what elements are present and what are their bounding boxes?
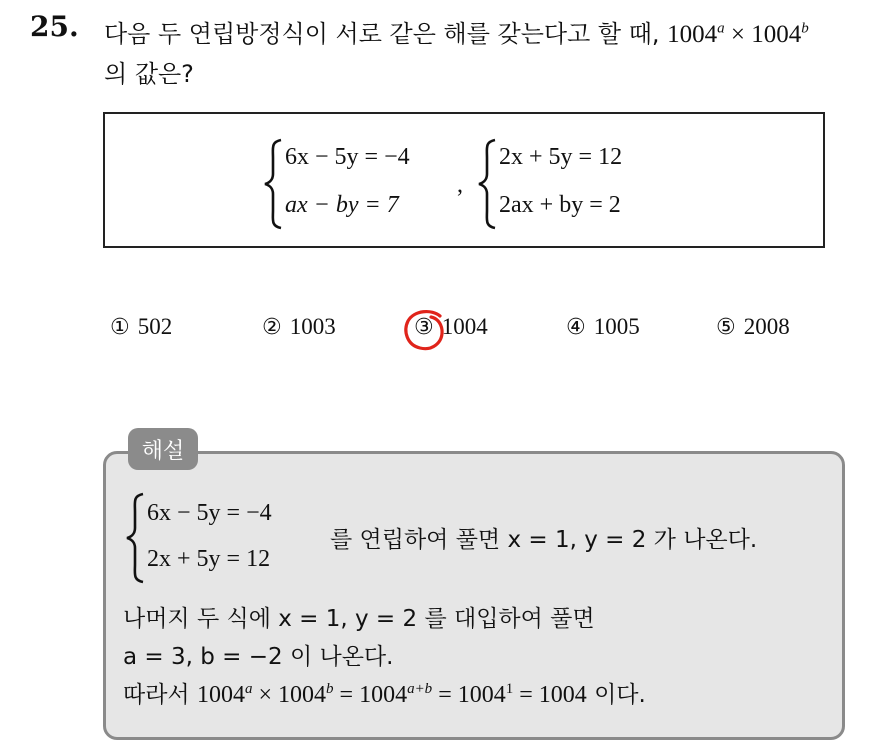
left-brace-icon <box>263 138 285 230</box>
question-text-line2: 의 값은? <box>104 60 194 88</box>
explanation-line-3: a = 3, b = −2 이 나온다. <box>123 644 394 670</box>
choice-5[interactable] <box>716 314 790 340</box>
choice-4[interactable] <box>566 314 640 340</box>
choice-4-number: ④ <box>566 315 586 340</box>
explanation-line-4: 따라서 $1004^a \times 1004^b = 1004^{a+b} = 1004^1 = 1004$ 이다. <box>123 681 646 708</box>
question-number: 25. <box>30 10 79 43</box>
equations-box <box>103 112 825 248</box>
question-text <box>104 14 809 49</box>
explanation-eq-2: 2x + 5y = 12 <box>147 546 271 572</box>
choice-2-value: 1003 <box>289 314 336 339</box>
system-2-eq-2: 2ax + by = 2 <box>499 192 621 218</box>
system-1-eq-1: 6x − 5y = −4 <box>285 144 410 170</box>
choice-1-value: 502 <box>137 314 173 339</box>
explanation-eq-1: 6x − 5y = −4 <box>147 500 272 526</box>
system-1-eq-2: ax − by = 7 <box>285 192 399 218</box>
choice-4-value: 1005 <box>593 314 640 339</box>
left-brace-icon <box>125 492 147 584</box>
choice-1[interactable] <box>110 314 172 340</box>
choice-3-value: 1004 <box>441 314 488 339</box>
system-separator: , <box>457 172 463 198</box>
explanation-tag: 해설 <box>128 428 198 470</box>
system-2-eq-1: 2x + 5y = 12 <box>499 144 623 170</box>
choice-2-number: ② <box>262 315 282 340</box>
choice-2[interactable] <box>262 314 336 340</box>
explanation-line-1: 를 연립하여 풀면 x = 1, y = 2 가 나온다. <box>330 527 758 553</box>
choice-1-number: ① <box>110 315 130 340</box>
explanation-line-2: 나머지 두 식에 x = 1, y = 2 를 대입하여 풀면 <box>123 606 595 632</box>
left-brace-icon <box>477 138 499 230</box>
choice-3-number: ③ <box>414 315 434 340</box>
question-text-part1: 다음 두 연립방정식이 서로 같은 해를 갖는다고 할 때, <box>104 20 668 48</box>
question-expression: $1004^a \times 1004^b$ <box>667 20 809 48</box>
answer-circle-mark <box>402 307 448 353</box>
choice-5-value: 2008 <box>743 314 790 339</box>
choice-5-number: ⑤ <box>716 315 736 340</box>
